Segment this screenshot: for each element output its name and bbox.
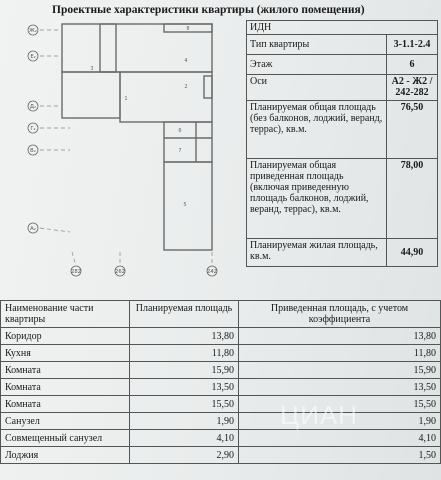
room-number: 8 bbox=[186, 26, 190, 32]
room-number: 4 bbox=[184, 58, 188, 64]
room-name: Лоджия bbox=[1, 447, 130, 464]
axis-letter: Г₂ bbox=[30, 126, 36, 132]
axis-number: 282 bbox=[71, 269, 81, 275]
info-label: ИДН bbox=[247, 21, 438, 35]
room-area: 4,10 bbox=[130, 430, 239, 447]
info-row bbox=[247, 101, 438, 159]
room-reduced-area: 4,10 bbox=[239, 430, 441, 447]
axis-number: 242 bbox=[207, 269, 217, 275]
info-row bbox=[247, 75, 438, 101]
room-reduced-area: 15,90 bbox=[239, 362, 441, 379]
room-area: 15,50 bbox=[130, 396, 239, 413]
info-label: Оси bbox=[247, 75, 387, 101]
info-row bbox=[247, 55, 438, 75]
floor-plan bbox=[0, 20, 236, 280]
axis-number: 262 bbox=[115, 269, 125, 275]
table-row bbox=[1, 447, 441, 464]
table-row bbox=[1, 396, 441, 413]
header-room-name: Наименование части квартиры bbox=[1, 301, 130, 328]
info-table bbox=[246, 20, 438, 267]
info-value: 44,90 bbox=[387, 239, 438, 267]
info-row bbox=[247, 239, 438, 267]
room-number: 7 bbox=[178, 148, 182, 154]
info-label: Тип квартиры bbox=[247, 35, 387, 55]
room-reduced-area: 13,50 bbox=[239, 379, 441, 396]
room-reduced-area: 1,90 bbox=[239, 413, 441, 430]
room-area: 13,80 bbox=[130, 328, 239, 345]
page-title: Проектные характеристики квартиры (жилого помещения) bbox=[52, 4, 365, 16]
room-area: 1,90 bbox=[130, 413, 239, 430]
table-row bbox=[1, 413, 441, 430]
axis-letter: Ж₂ bbox=[29, 28, 37, 34]
info-value: 3-1.1-2.4 bbox=[387, 35, 438, 55]
info-row bbox=[247, 21, 438, 35]
room-number: 2 bbox=[184, 84, 188, 90]
rooms-table bbox=[0, 300, 441, 464]
info-label: Планируемая жилая площадь, кв.м. bbox=[247, 239, 387, 267]
room-name: Совмещенный санузел bbox=[1, 430, 130, 447]
room-name: Комната bbox=[1, 396, 130, 413]
table-row bbox=[1, 362, 441, 379]
room-reduced-area: 15,50 bbox=[239, 396, 441, 413]
table-row bbox=[1, 379, 441, 396]
header-planned-area: Планируемая площадь bbox=[130, 301, 239, 328]
header-reduced-area: Приведенная площадь, с учетом коэффициента bbox=[239, 301, 441, 328]
info-label: Планируемая общая приведенная площадь (включая приведенную площадь балконов, лоджий, веранд, террас), кв.м. bbox=[247, 159, 387, 239]
room-area: 15,90 bbox=[130, 362, 239, 379]
info-value: 76,50 bbox=[387, 101, 438, 159]
room-name: Комната bbox=[1, 379, 130, 396]
room-number: 1 bbox=[124, 96, 128, 102]
axis-letter: Е₂ bbox=[30, 54, 36, 60]
axis-letter: Д₂ bbox=[29, 104, 37, 110]
room-name: Комната bbox=[1, 362, 130, 379]
room-number: 3 bbox=[90, 66, 94, 72]
info-value: 78,00 bbox=[387, 159, 438, 239]
room-area: 2,90 bbox=[130, 447, 239, 464]
room-area: 11,80 bbox=[130, 345, 239, 362]
room-reduced-area: 11,80 bbox=[239, 345, 441, 362]
info-label: Этаж bbox=[247, 55, 387, 75]
room-name: Кухня bbox=[1, 345, 130, 362]
room-reduced-area: 1,50 bbox=[239, 447, 441, 464]
axis-letter: А₂ bbox=[30, 226, 36, 232]
info-row bbox=[247, 35, 438, 55]
rooms-header-row bbox=[1, 301, 441, 328]
axis-letter: В₂ bbox=[30, 148, 36, 154]
info-value: А2 - Ж2 / 242-282 bbox=[387, 75, 438, 101]
room-area: 13,50 bbox=[130, 379, 239, 396]
room-name: Санузел bbox=[1, 413, 130, 430]
table-row bbox=[1, 345, 441, 362]
watermark: ЦИАН bbox=[280, 400, 359, 430]
room-name: Коридор bbox=[1, 328, 130, 345]
room-reduced-area: 13,80 bbox=[239, 328, 441, 345]
table-row bbox=[1, 430, 441, 447]
table-row bbox=[1, 328, 441, 345]
room-number: 5 bbox=[183, 202, 187, 208]
info-row bbox=[247, 159, 438, 239]
info-label: Планируемая общая площадь (без балконов, лоджий, веранд, террас), кв.м. bbox=[247, 101, 387, 159]
info-value: 6 bbox=[387, 55, 438, 75]
room-number: 6 bbox=[178, 128, 182, 134]
